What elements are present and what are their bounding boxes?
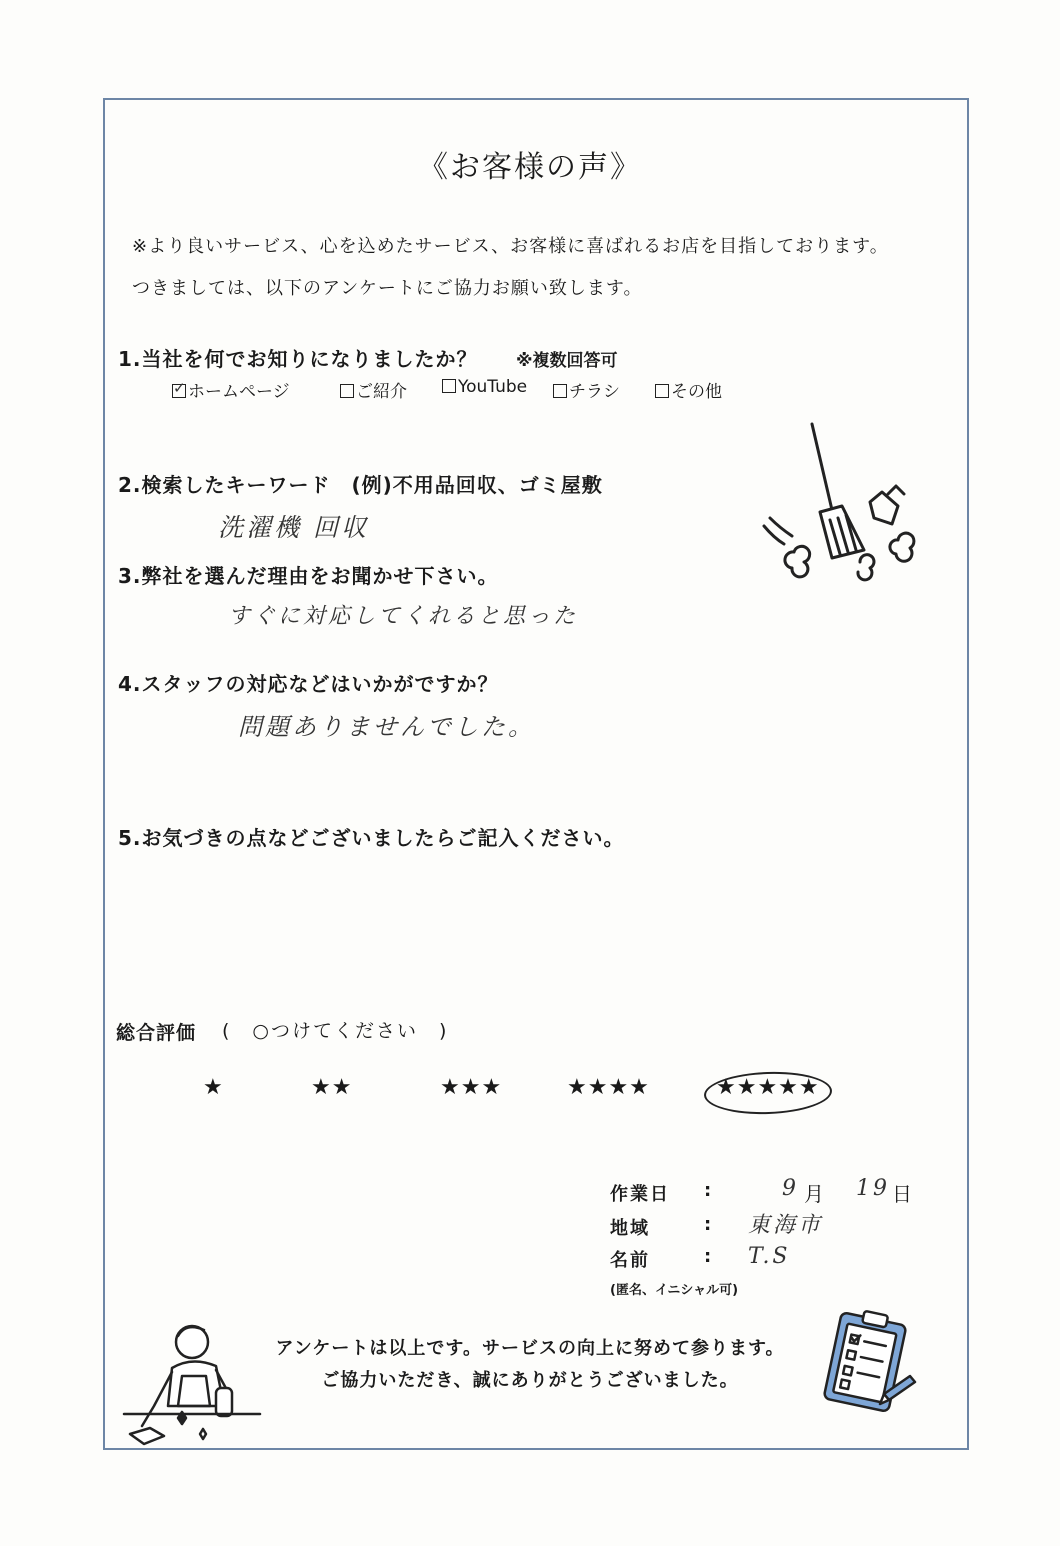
area-label: 地域 [610, 1218, 650, 1239]
survey-frame [103, 98, 969, 1450]
question-3-label: 3.弊社を選んだ理由をお聞かせ下さい。 [118, 564, 499, 588]
option-youtube[interactable]: YouTube [442, 377, 527, 397]
question-5-label: 5.お気づきの点などございましたらご記入ください。 [118, 826, 625, 850]
cleaning-person-icon [120, 1316, 270, 1452]
rating-label: 総合評価 [116, 1022, 197, 1044]
multiple-answer-note: ※複数回答可 [516, 351, 618, 371]
rating-option-4[interactable]: ★★★★ [567, 1075, 650, 1100]
rating-option-3[interactable]: ★★★ [440, 1075, 503, 1100]
rating-option-2[interactable]: ★★ [311, 1075, 353, 1100]
checkbox[interactable] [553, 384, 567, 398]
anonymous-note: (匿名、イニシャル可) [610, 1283, 739, 1298]
work-day-value: 19 [856, 1176, 890, 1201]
answer-4-handwritten: 問題ありませんでした。 [238, 713, 535, 741]
closing-line-2: ご協力いただき、誠にありがとうございました。 [321, 1370, 739, 1391]
checkbox[interactable] [340, 384, 354, 398]
answer-3-handwritten: すぐに対応してくれると思った [228, 604, 579, 629]
colon: : [704, 1246, 712, 1267]
checkbox[interactable] [655, 384, 669, 398]
colon: : [704, 1180, 712, 1201]
checkbox-checked[interactable] [172, 384, 186, 398]
page-title: 《お客様の声》 [418, 150, 642, 185]
broom-icon [760, 420, 930, 580]
answer-2-handwritten: 洗濯機 回収 [218, 513, 369, 542]
clipboard-checklist-icon [818, 1310, 918, 1420]
month-unit: 月 [804, 1182, 824, 1206]
question-1-label: 1.当社を何でお知りになりましたか？ [118, 347, 478, 371]
option-referral[interactable]: ご紹介 [340, 377, 407, 402]
intro-line-2: つきましては、以下のアンケートにご協力お願い致します。 [132, 278, 643, 299]
day-unit: 日 [892, 1182, 912, 1206]
rating-option-5[interactable]: ★★★★★ [716, 1075, 820, 1100]
question-2-label: 2.検索したキーワード (例)不用品回収、ゴミ屋敷 [118, 473, 603, 497]
rating-instruction: ( ○つけてください ) [222, 1020, 449, 1042]
work-month-value: 9 [782, 1176, 799, 1201]
option-other[interactable]: その他 [655, 377, 722, 402]
option-homepage[interactable]: ✓ホームページ [172, 377, 290, 402]
closing-line-1: アンケートは以上です。サービスの向上に努めて参ります。 [275, 1338, 785, 1359]
name-label: 名前 [610, 1250, 650, 1271]
question-4-label: 4.スタッフの対応などはいかがですか？ [118, 672, 499, 696]
checkbox[interactable] [442, 379, 456, 393]
area-value: 東海市 [748, 1213, 824, 1238]
intro-line-1: ※より良いサービス、心を込めたサービス、お客様に喜ばれるお店を目指しております。 [132, 236, 889, 257]
colon: : [704, 1214, 712, 1235]
name-value: T.S [748, 1244, 791, 1269]
option-flyer[interactable]: チラシ [553, 377, 620, 402]
work-date-label: 作業日 [610, 1184, 670, 1205]
rating-option-1[interactable]: ★ [203, 1075, 224, 1100]
